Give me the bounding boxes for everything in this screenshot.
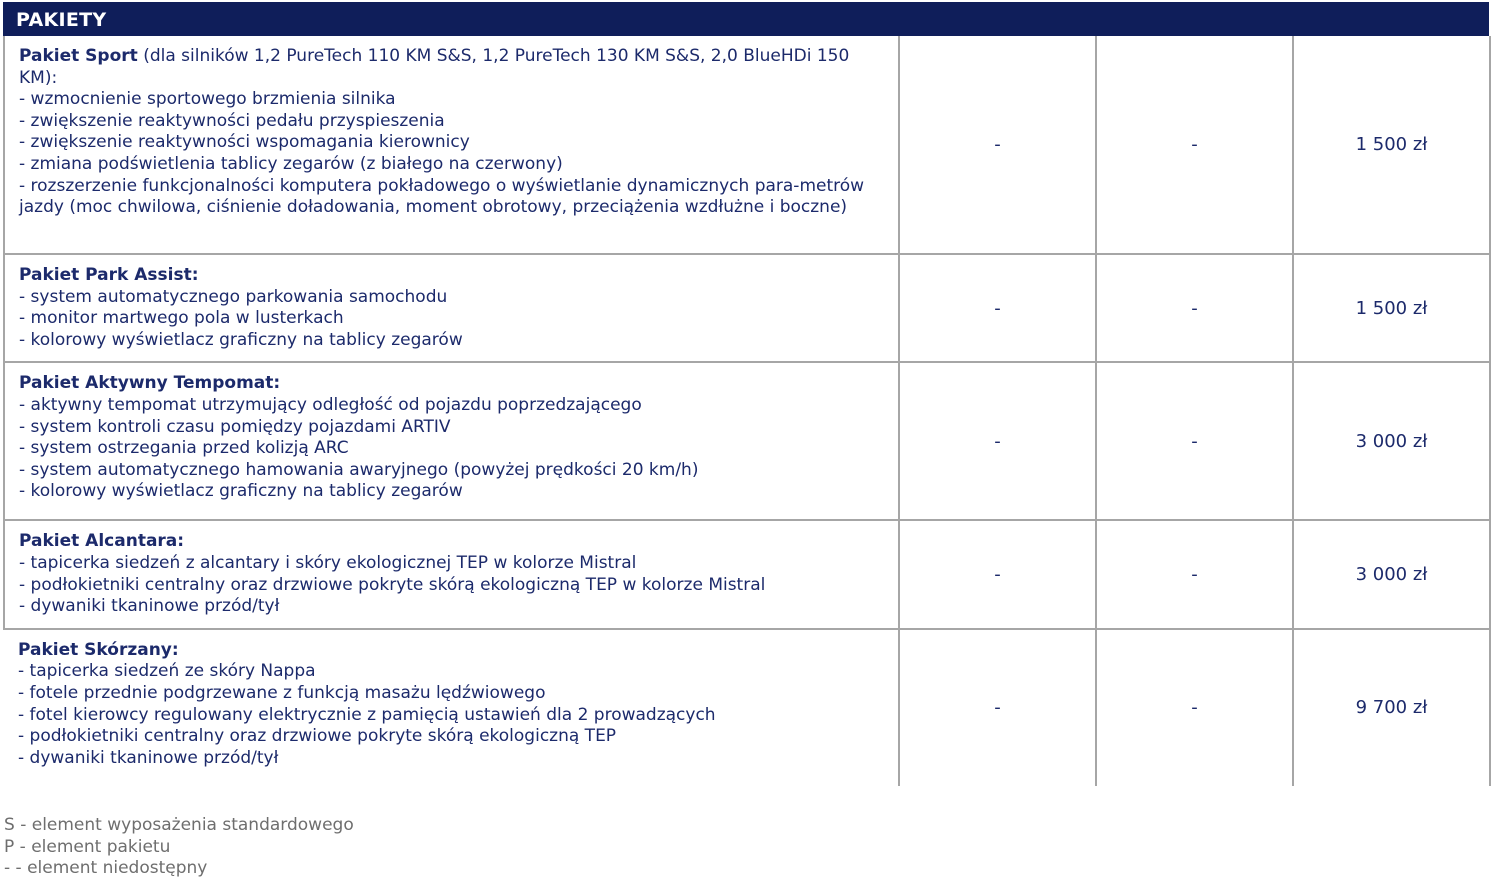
package-feature: - fotele przednie podgrzewane z funkcją masażu lędźwiowego — [18, 682, 546, 703]
package-feature: - dywaniki tkaninowe przód/tył — [18, 747, 279, 768]
package-feature: - system ostrzegania przed kolizją ARC — [19, 438, 349, 459]
package-feature: - system automatycznego hamowania awaryjnego (powyżej prędkości 20 km/h) — [19, 459, 699, 480]
package-feature: - tapicerka siedzeń ze skóry Nappa — [18, 661, 316, 682]
table-row — [4, 520, 1490, 628]
package-feature: - zmiana podświetlenia tablicy zegarów (z białego na czerwony) — [19, 153, 563, 174]
legend-item: S - element wyposażenia standardowego — [4, 815, 354, 835]
package-name-suffix: (dla silników 1,2 PureTech 110 KM S&S, 1,2 PureTech 130 KM S&S, 2,0 BlueHDi 150 KM): — [19, 46, 850, 88]
value-cell: - — [1096, 36, 1293, 254]
package-feature: - zwiększenie reaktywności wspomagania kierownicy — [19, 132, 470, 153]
price-cell: 3 000 zł — [1293, 362, 1490, 520]
value-cell: - — [1096, 362, 1293, 520]
package-feature: - tapicerka siedzeń z alcantary i skóry ekologicznej TEP w kolorze Mistral — [19, 552, 637, 573]
legend-item: P - element pakietu — [4, 836, 171, 857]
package-name: Pakiet Park Assist: — [19, 265, 199, 285]
value-cell: - — [899, 629, 1096, 786]
package-description — [4, 36, 899, 254]
packages-table — [3, 36, 1491, 786]
section-header — [3, 2, 1489, 36]
package-feature: - fotel kierowcy regulowany elektrycznie z pamięcią ustawień dla 2 prowadzących — [18, 704, 716, 725]
package-feature: - system kontroli czasu pomiędzy pojazdami ARTIV — [19, 416, 451, 437]
value-cell: - — [899, 254, 1096, 362]
table-row — [4, 254, 1490, 362]
table-row — [4, 629, 1490, 786]
package-description — [4, 629, 899, 786]
package-feature: - podłokietniki centralny oraz drzwiowe pokryte skórą ekologiczną TEP w kolorze Mistral — [19, 574, 766, 595]
value-cell: - — [1096, 520, 1293, 628]
section-title: PAKIETY — [16, 9, 107, 31]
legend-item: - - element niedostępny — [4, 858, 208, 879]
price-cell: 1 500 zł — [1293, 254, 1490, 362]
package-feature: - podłokietniki centralny oraz drzwiowe pokryte skórą ekologiczną TEP — [18, 726, 617, 747]
package-description — [4, 254, 899, 362]
package-feature: - kolorowy wyświetlacz graficzny na tablicy zegarów — [19, 329, 463, 350]
value-cell: - — [899, 362, 1096, 520]
package-name: Pakiet Sport — [19, 46, 138, 66]
package-feature: - dywaniki tkaninowe przód/tył — [19, 596, 280, 617]
package-feature: - kolorowy wyświetlacz graficzny na tablicy zegarów — [19, 481, 463, 502]
legend — [4, 815, 354, 880]
table-row — [4, 36, 1490, 254]
price-cell: 3 000 zł — [1293, 520, 1490, 628]
package-description — [4, 520, 899, 628]
package-name: Pakiet Alcantara: — [19, 531, 185, 552]
price-cell: 1 500 zł — [1293, 36, 1490, 254]
value-cell: - — [899, 520, 1096, 628]
value-cell: - — [1096, 629, 1293, 786]
price-cell: 9 700 zł — [1293, 629, 1490, 786]
package-feature: - zwiększenie reaktywności pedału przyspieszenia — [19, 110, 445, 131]
package-name: Pakiet Skórzany: — [18, 639, 179, 660]
package-feature: - system automatycznego parkowania samochodu — [19, 286, 448, 307]
package-feature: - aktywny tempomat utrzymujący odległość od pojazdu poprzedzającego — [19, 394, 642, 415]
package-feature: - rozszerzenie funkcjonalności komputera pokładowego o wyświetlanie dynamicznych para-metrów jazdy (moc chwilowa, ciśnienie doładowania, moment obrotowy, przeciążenia wzdłużne i boczne) — [19, 175, 865, 218]
table-row — [4, 362, 1490, 520]
value-cell: - — [1096, 254, 1293, 362]
package-description — [4, 362, 899, 520]
package-feature: - monitor martwego pola w lusterkach — [19, 308, 344, 329]
value-cell: - — [899, 36, 1096, 254]
package-feature: - wzmocnienie sportowego brzmienia silnika — [19, 89, 396, 110]
package-name: Pakiet Aktywny Tempomat: — [19, 373, 281, 394]
